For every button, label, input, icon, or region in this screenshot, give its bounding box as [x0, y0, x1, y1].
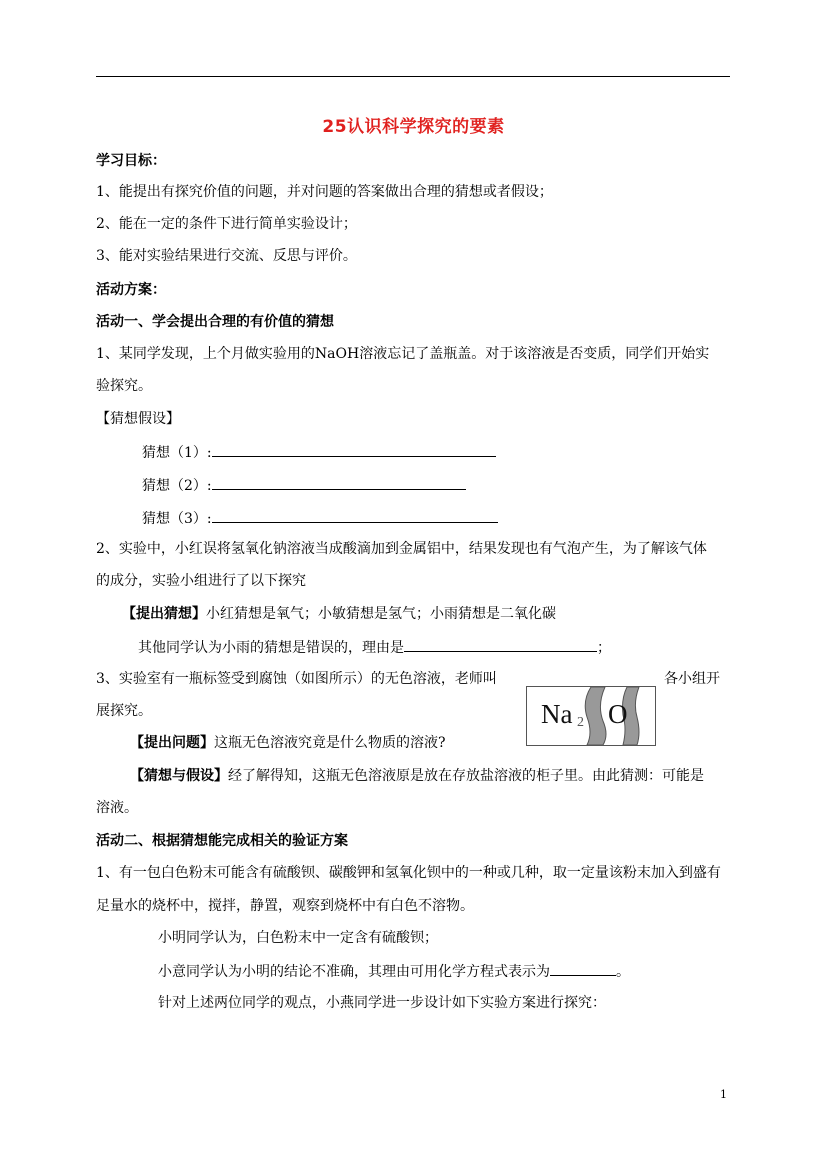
q3-text2: 经了解得知，这瓶无色溶液原是放在存放盐溶液的柜子里。由此猜测：可能是 [228, 768, 704, 784]
q3-line1: 3、实验室有一瓶标签受到腐蚀（如图所示）的无色溶液，老师叫 [96, 671, 497, 687]
label-na: Na [541, 699, 573, 729]
guess-1-blank[interactable] [212, 442, 496, 457]
goal-item-1: 1、能提出有探究价值的问题，并对问题的答案做出合理的猜想或者假设； [96, 184, 553, 200]
q2-line2: 的成分，实验小组进行了以下探究 [96, 573, 306, 589]
guess-1-label: 猜想（1）: [142, 445, 212, 461]
plan-heading: 活动方案： [96, 282, 166, 298]
q2-tag: 【提出猜想】 [122, 606, 206, 622]
a2-p4: 针对上述两位同学的观点，小燕同学进一步设计如下实验方案进行探究： [158, 995, 606, 1011]
q1-line1: 1、某同学发现，上个月做实验用的NaOH溶液忘记了盖瓶盖。对于该溶液是否变质，同学们开始实 [96, 346, 710, 362]
q2-reason: 其他同学认为小雨的猜想是错误的，理由是 [138, 640, 404, 656]
page-title: 25认识科学探究的要素 [322, 117, 505, 137]
q3-tag2: 【猜想与假设】 [130, 768, 228, 784]
q3-hypothesis [130, 767, 704, 785]
a2-p3: 小意同学认为小明的结论不准确，其理由可用化学方程式表示为 [158, 964, 550, 980]
a2-p1-line2: 足量水的烧杯中，搅拌，静置，观察到烧杯中有白色不溶物。 [96, 898, 474, 914]
a2-p3-end: 。 [616, 964, 630, 980]
corroded-label-image [526, 686, 656, 746]
q2-hypothesis [122, 605, 556, 623]
label-o: O [608, 699, 628, 729]
guess-3-label: 猜想（3）: [142, 511, 212, 527]
a2-p2: 小明同学认为，白色粉末中一定含有硫酸钡； [158, 930, 438, 946]
guess-header: 【猜想假设】 [96, 411, 180, 427]
guess-2-blank[interactable] [212, 475, 466, 490]
goal-item-2: 2、能在一定的条件下进行简单实验设计； [96, 216, 357, 232]
q3-line1-end: 各小组开 [664, 671, 720, 687]
goal-item-3: 3、能对实验结果进行交流、反思与评价。 [96, 248, 357, 264]
header-rule [96, 76, 730, 77]
q3-tag1: 【提出问题】 [130, 735, 214, 751]
q2-line1: 2、实验中，小红误将氢氧化钠溶液当成酸滴加到金属铝中，结果发现也有气泡产生，为了解该气体 [96, 541, 707, 557]
q3-line-last: 溶液。 [96, 800, 138, 816]
q2-reason-blank[interactable] [404, 637, 597, 652]
activity1-heading: 活动一、学会提出合理的有价值的猜想 [96, 314, 334, 330]
label-sub: 2 [577, 715, 584, 730]
a2-p1-line1: 1、有一包白色粉末可能含有硫酸钡、碳酸钾和氢氧化钡中的一种或几种，取一定量该粉末加入到盛有 [96, 865, 721, 881]
a2-p3-blank[interactable] [550, 961, 616, 976]
q3-text1: 这瓶无色溶液究竟是什么物质的溶液? [214, 735, 446, 751]
guess-3 [142, 508, 498, 528]
a2-p3-line [158, 961, 630, 981]
q2-text: 小红猜想是氧气；小敏猜想是氢气；小雨猜想是二氧化碳 [206, 606, 556, 622]
q3-line2: 展探究。 [96, 703, 152, 719]
guess-1 [142, 442, 496, 462]
q1-line2: 验探究。 [96, 378, 152, 394]
guess-2-label: 猜想（2）: [142, 478, 212, 494]
q2-end: ； [597, 640, 611, 656]
q2-reason-line [138, 637, 611, 657]
q3-question [130, 734, 446, 752]
guess-2 [142, 475, 466, 495]
activity2-heading: 活动二、根据猜想能完成相关的验证方案 [96, 833, 348, 849]
page-number: 1 [720, 1088, 727, 1101]
goals-heading: 学习目标： [96, 153, 166, 169]
guess-3-blank[interactable] [212, 508, 498, 523]
